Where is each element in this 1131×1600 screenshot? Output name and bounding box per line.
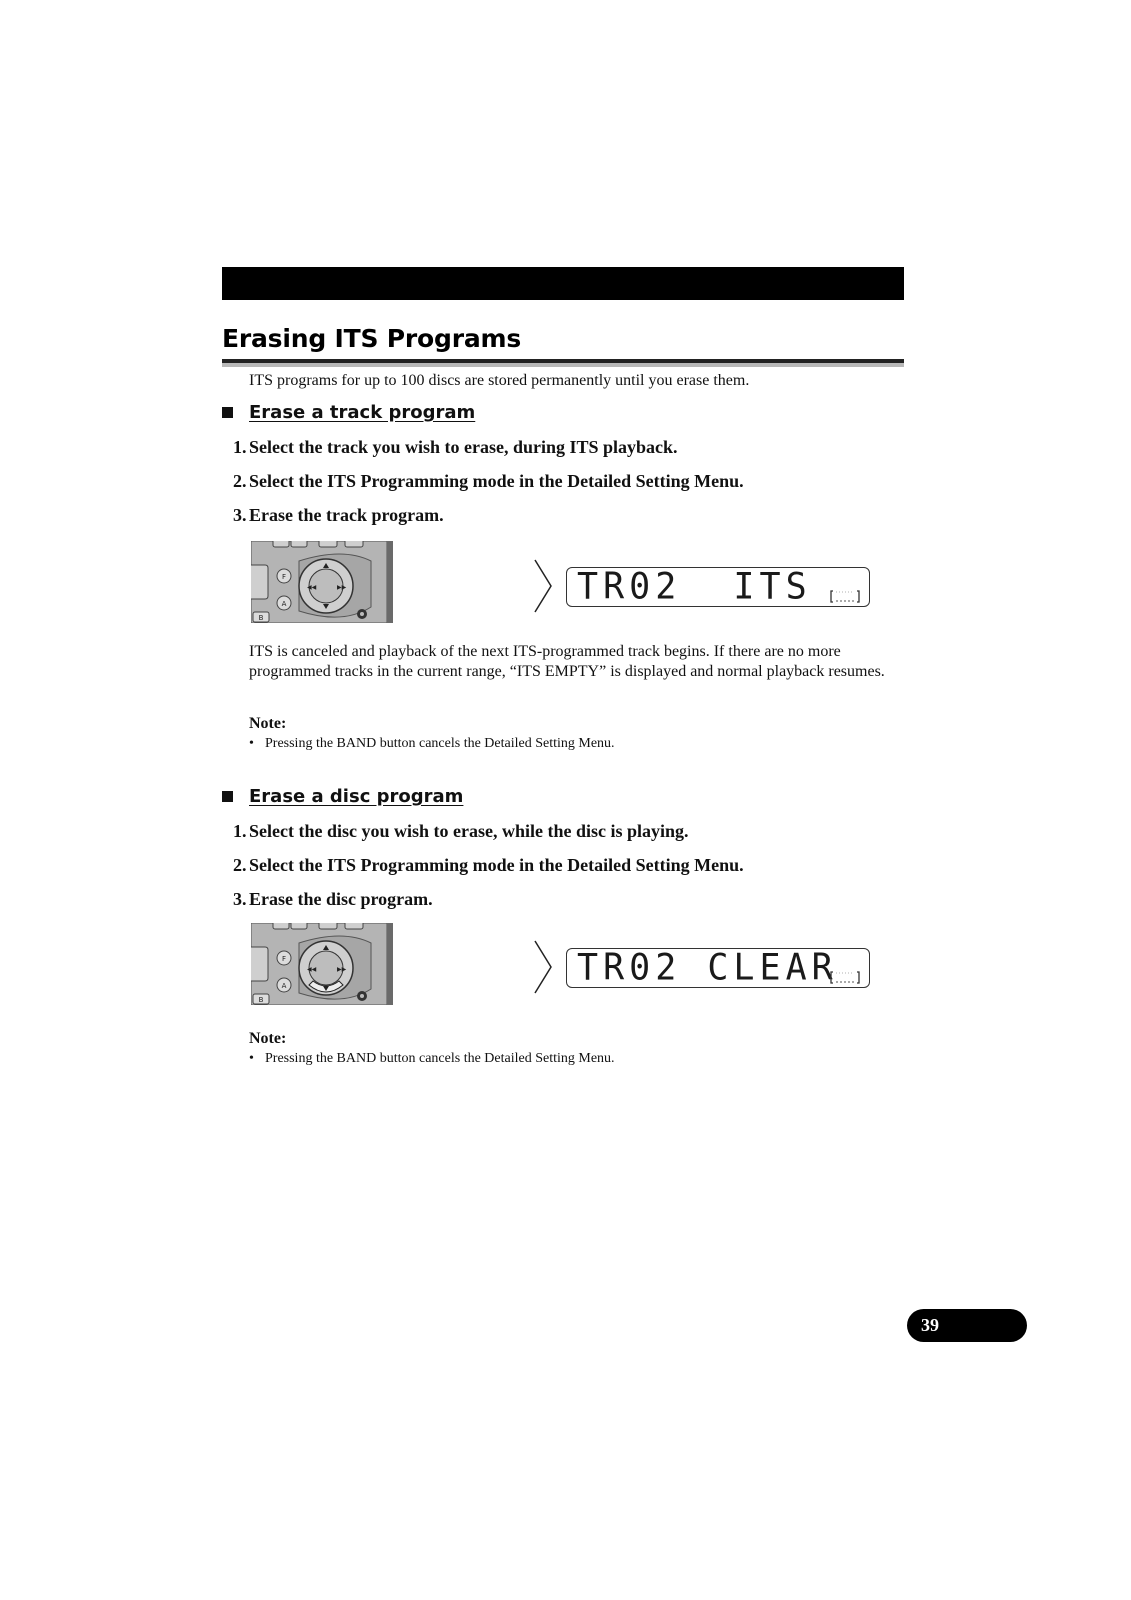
bullet-icon: • <box>249 1051 254 1066</box>
lcd-display <box>566 948 870 988</box>
svg-text:◀◀: ◀◀ <box>307 966 317 973</box>
disc-note-label: Note: <box>249 1030 287 1047</box>
svg-text:B: B <box>258 614 264 622</box>
svg-text:▶▶: ▶▶ <box>337 966 347 973</box>
section-title: Erasing ITS Programs <box>222 324 522 353</box>
disc-indicator-icon <box>830 971 860 984</box>
lcd-display-text: TR02 ITS <box>577 566 812 608</box>
disc-note: • Pressing the BAND button cancels the Detailed Setting Menu. <box>249 1051 615 1066</box>
title-rule-shadow <box>222 363 904 367</box>
track-step-3: 3. Erase the track program. <box>233 505 444 525</box>
page-number-badge <box>907 1309 1027 1342</box>
svg-text:A: A <box>281 600 287 608</box>
header-bar <box>222 267 904 300</box>
track-note-label: Note: <box>249 715 287 732</box>
disc-heading <box>222 786 463 807</box>
disc-heading-label: Erase a disc program <box>249 786 464 807</box>
arrow-right-icon <box>533 939 553 995</box>
svg-text:F: F <box>281 955 287 963</box>
disc-indicator-icon <box>830 590 860 603</box>
lcd-display <box>566 567 870 607</box>
svg-text:A: A <box>281 982 287 990</box>
disc-step-3: 3. Erase the disc program. <box>233 889 433 909</box>
svg-text:F: F <box>281 573 287 581</box>
lcd-display-text: TR02 CLEAR <box>577 947 838 989</box>
disc-step-1: 1. Select the disc you wish to erase, while the disc is playing. <box>233 821 689 841</box>
intro-text: ITS programs for up to 100 discs are stored permanently until you erase them. <box>249 372 750 389</box>
control-panel-illustration <box>251 923 393 1005</box>
track-note: • Pressing the BAND button cancels the Detailed Setting Menu. <box>249 736 615 751</box>
square-bullet-icon <box>222 407 233 418</box>
track-heading <box>222 402 475 423</box>
track-heading-label: Erase a track program <box>249 402 476 423</box>
svg-text:▶▶: ▶▶ <box>337 584 347 591</box>
square-bullet-icon <box>222 791 233 802</box>
svg-text:B: B <box>258 996 264 1004</box>
arrow-right-icon <box>533 558 553 614</box>
page-number: 39 <box>921 1315 939 1335</box>
bullet-icon: • <box>249 736 254 751</box>
control-panel-illustration <box>251 541 393 623</box>
track-result-text: ITS is canceled and playback of the next ITS-programmed track begins. If there are no more programmed tracks in the current range, “ITS EMPTY” is displayed and normal playback resumes. <box>249 643 885 680</box>
track-step-2: 2. Select the ITS Programming mode in the Detailed Setting Menu. <box>233 471 744 491</box>
svg-text:◀◀: ◀◀ <box>307 584 317 591</box>
disc-step-2: 2. Select the ITS Programming mode in the Detailed Setting Menu. <box>233 855 744 875</box>
track-step-1: 1. Select the track you wish to erase, during ITS playback. <box>233 437 678 457</box>
